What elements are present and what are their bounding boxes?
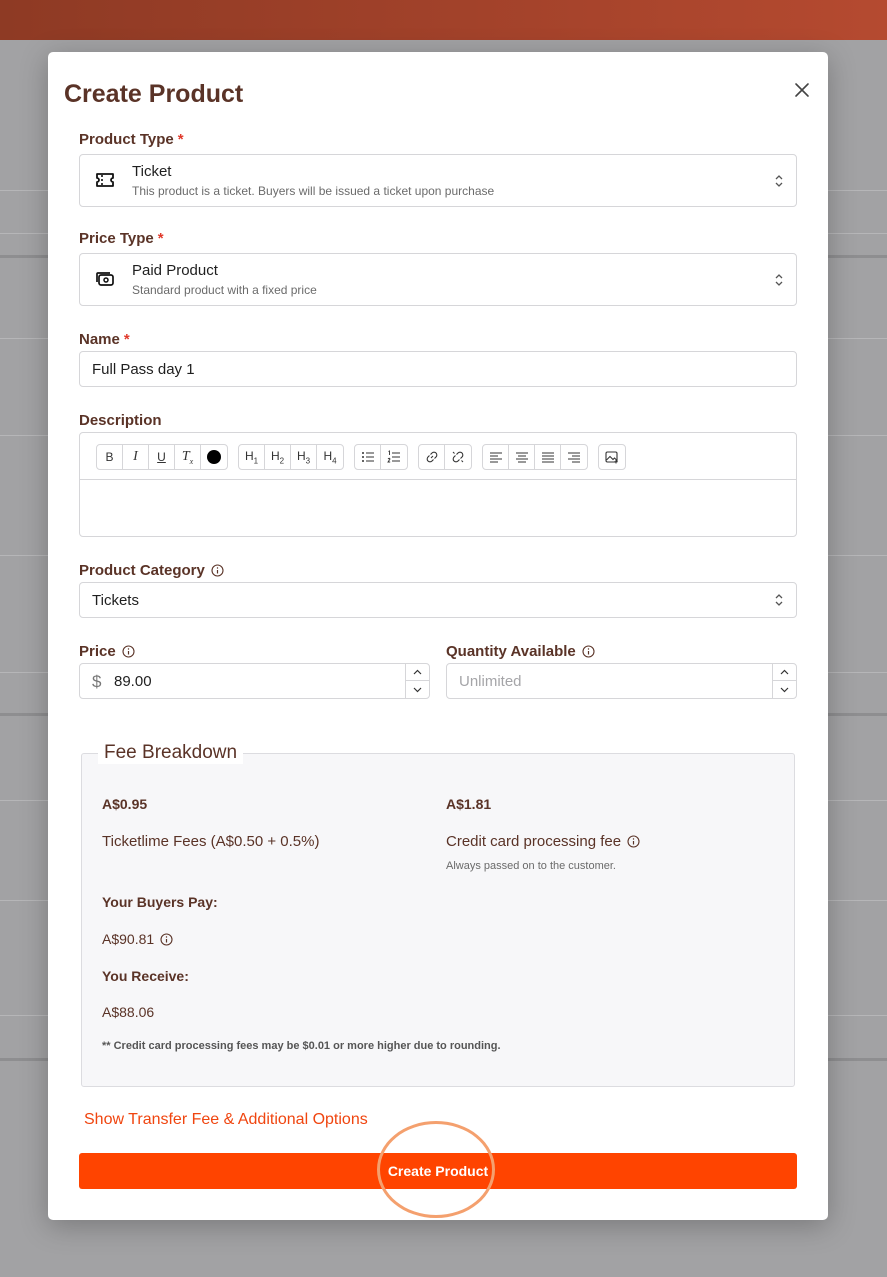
- increment-button[interactable]: [773, 664, 796, 681]
- unlink-button[interactable]: [445, 445, 471, 469]
- color-swatch-icon: [207, 450, 221, 464]
- align-right-icon: [567, 450, 581, 464]
- product-type-select[interactable]: [79, 154, 797, 207]
- show-additional-options-link[interactable]: Show Transfer Fee & Additional Options: [84, 1111, 368, 1128]
- platform-fee-label: Ticketlime Fees (A$0.50 + 0.5%): [102, 833, 320, 850]
- info-icon[interactable]: [160, 933, 173, 946]
- product-category-label: Product Category: [79, 562, 224, 579]
- quantity-input[interactable]: Unlimited: [446, 663, 797, 699]
- price-label: Price: [79, 643, 135, 660]
- editor-toolbar: [80, 433, 796, 480]
- info-icon[interactable]: [211, 564, 224, 577]
- link-group: [418, 444, 472, 470]
- link-icon: [425, 450, 439, 464]
- heading4-button[interactable]: $H_4$: [323, 448, 337, 466]
- info-icon[interactable]: [627, 835, 640, 848]
- name-input[interactable]: Full Pass day 1: [79, 351, 797, 387]
- insert-image-button[interactable]: [599, 445, 625, 469]
- ordered-list-icon: [387, 450, 401, 464]
- cash-icon: [94, 269, 116, 289]
- price-type-select[interactable]: [79, 253, 797, 306]
- close-icon[interactable]: [792, 80, 812, 100]
- info-icon[interactable]: [582, 645, 595, 658]
- create-product-modal: [48, 52, 828, 1220]
- chevron-up-down-icon: [774, 593, 784, 607]
- modal-title: Create Product: [64, 80, 244, 108]
- quantity-label: Quantity Available: [446, 643, 595, 660]
- align-center-icon: [515, 450, 529, 464]
- format-group: [96, 444, 228, 470]
- buyers-pay-label: Your Buyers Pay:: [102, 894, 218, 910]
- description-label: Description: [79, 412, 162, 429]
- app-header-bar: [0, 0, 887, 40]
- card-fee-label: Credit card processing fee: [446, 833, 622, 850]
- price-type-value: Paid Product: [132, 262, 218, 279]
- ticket-icon: [94, 170, 116, 190]
- align-justify-icon: [541, 450, 555, 464]
- bold-button[interactable]: B: [97, 445, 123, 469]
- currency-symbol: $: [92, 672, 102, 691]
- heading-group: [238, 444, 344, 470]
- image-icon: [605, 450, 619, 464]
- you-receive-amount: A$88.06: [102, 1004, 155, 1020]
- price-value: 89.00: [114, 673, 152, 690]
- list-group: [354, 444, 408, 470]
- name-label: Name *: [79, 331, 130, 348]
- chevron-up-icon: [413, 669, 422, 675]
- product-type-label: Product Type *: [79, 131, 184, 148]
- card-fee-label-row: [446, 833, 640, 850]
- fee-breakdown-panel: [81, 753, 795, 1087]
- align-left-icon: [489, 450, 503, 464]
- italic-button[interactable]: I: [123, 445, 149, 469]
- media-group: [598, 444, 626, 470]
- decrement-button[interactable]: [773, 681, 796, 698]
- increment-button[interactable]: [406, 664, 429, 681]
- fee-breakdown-title: Fee Breakdown: [98, 742, 243, 764]
- chevron-up-down-icon: [774, 174, 784, 188]
- price-type-label: Price Type *: [79, 230, 164, 247]
- quantity-stepper: [772, 664, 796, 698]
- align-left-button[interactable]: [483, 445, 509, 469]
- create-product-button[interactable]: Create Product: [79, 1153, 797, 1189]
- bullet-list-button[interactable]: [355, 445, 381, 469]
- align-center-button[interactable]: [509, 445, 535, 469]
- decrement-button[interactable]: [406, 681, 429, 698]
- clear-format-button[interactable]: $T_x$: [175, 445, 201, 469]
- chevron-down-icon: [780, 687, 789, 693]
- heading1-button[interactable]: $H_1$: [239, 445, 265, 469]
- card-fee-note: Always passed on to the customer.: [446, 860, 616, 872]
- buyers-pay-amount: A$90.81: [102, 931, 155, 947]
- align-justify-button[interactable]: [535, 445, 561, 469]
- price-type-description: Standard product with a fixed price: [132, 283, 317, 297]
- text-color-button[interactable]: [201, 445, 227, 469]
- link-button[interactable]: [419, 445, 445, 469]
- heading3-button[interactable]: $H_3$: [291, 445, 317, 469]
- align-right-button[interactable]: [561, 445, 587, 469]
- chevron-down-icon: [413, 687, 422, 693]
- price-input[interactable]: [79, 663, 430, 699]
- bullet-list-icon: [361, 450, 375, 464]
- heading2-button[interactable]: $H_2$: [265, 445, 291, 469]
- buyers-pay-row: [102, 931, 173, 947]
- product-type-value: Ticket: [132, 163, 172, 180]
- price-stepper: [405, 664, 429, 698]
- unlink-icon: [451, 450, 465, 464]
- product-type-description: This product is a ticket. Buyers will be issued a ticket upon purchase: [132, 184, 495, 198]
- ordered-list-button[interactable]: [381, 445, 407, 469]
- platform-fee-amount: A$0.95: [102, 796, 148, 812]
- chevron-up-down-icon: [774, 273, 784, 287]
- underline-button[interactable]: U: [149, 445, 175, 469]
- description-editor: [79, 432, 797, 537]
- info-icon[interactable]: [122, 645, 135, 658]
- rounding-footnote: ** Credit card processing fees may be $0.01 or more higher due to rounding.: [102, 1040, 501, 1052]
- align-group: [482, 444, 588, 470]
- you-receive-label: You Receive:: [102, 968, 189, 984]
- product-category-select[interactable]: Tickets: [79, 582, 797, 618]
- chevron-up-icon: [780, 669, 789, 675]
- card-fee-amount: A$1.81: [446, 796, 492, 812]
